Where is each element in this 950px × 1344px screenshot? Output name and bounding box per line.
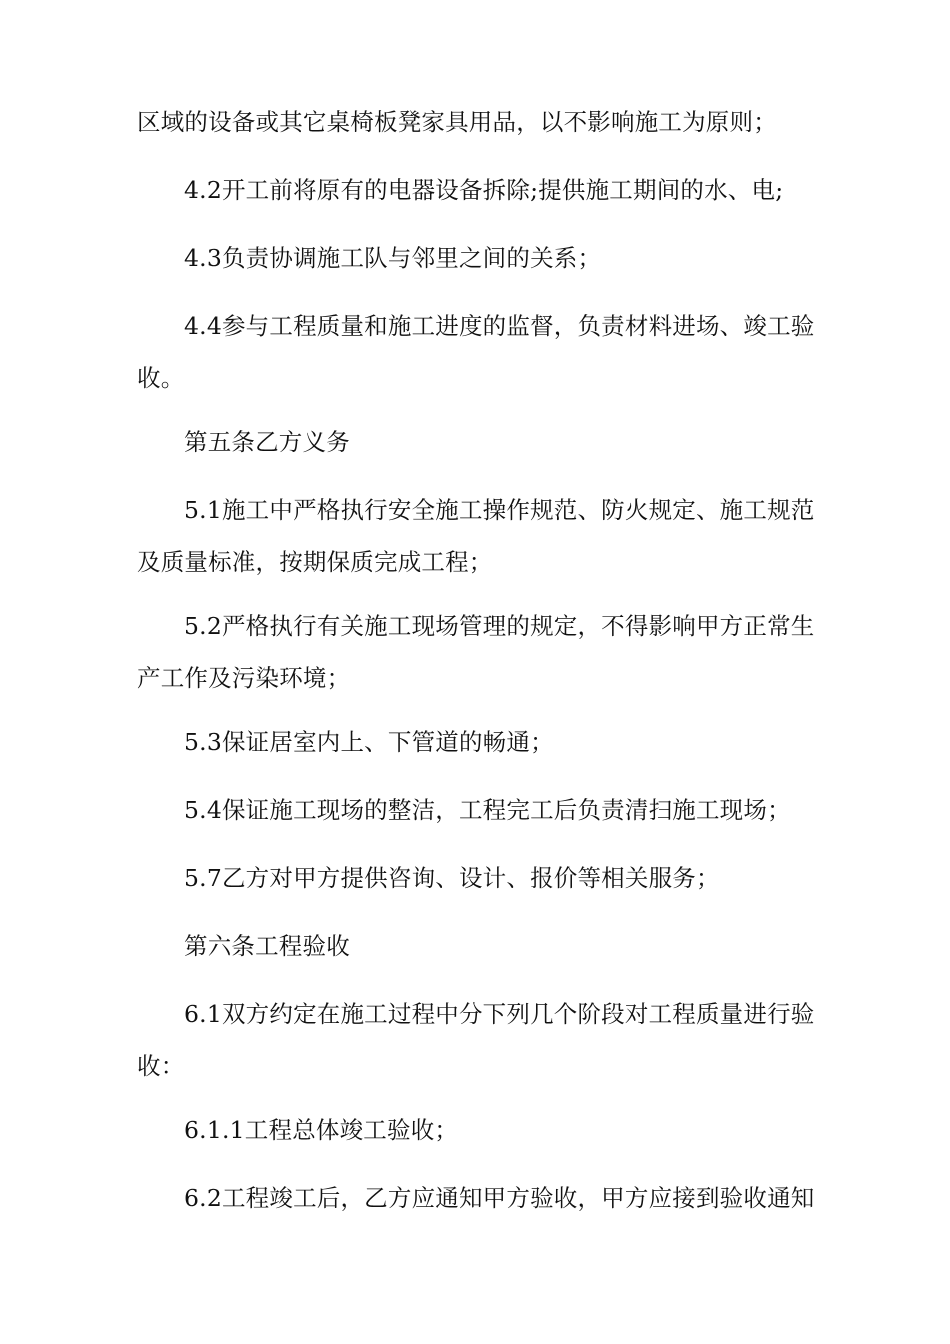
clause-4-2: 4.2开工前将原有的电器设备拆除;提供施工期间的水、电; — [184, 176, 784, 204]
article-6-heading: 第六条工程验收 — [184, 932, 350, 960]
clause-6-1-1: 6.1.1工程总体竣工验收； — [184, 1116, 459, 1144]
clause-6-2: 6.2工程竣工后，乙方应通知甲方验收，甲方应接到验收通知 — [184, 1184, 815, 1212]
clause-5-3: 5.3保证居室内上、下管道的畅通； — [184, 728, 554, 756]
clause-4-3: 4.3负责协调施工队与邻里之间的关系； — [184, 244, 602, 272]
clause-5-7: 5.7乙方对甲方提供咨询、设计、报价等相关服务； — [184, 864, 720, 892]
article-5-heading: 第五条乙方义务 — [184, 428, 350, 456]
clause-6-1: 6.1双方约定在施工过程中分下列几个阶段对工程质量进行验收： — [137, 1000, 815, 1080]
clause-5-1: 5.1施工中严格执行安全施工操作规范、防火规定、施工规范及质量标准，按期保质完成工程； — [137, 496, 815, 576]
clause-4-4: 4.4参与工程质量和施工进度的监督，负责材料进场、竣工验收。 — [137, 312, 815, 392]
paragraph-continuation: 区域的设备或其它桌椅板凳家具用品，以不影响施工为原则； — [137, 108, 777, 136]
clause-5-2: 5.2严格执行有关施工现场管理的规定，不得影响甲方正常生产工作及污染环境； — [137, 612, 815, 692]
clause-5-4: 5.4保证施工现场的整洁，工程完工后负责清扫施工现场； — [184, 796, 791, 824]
